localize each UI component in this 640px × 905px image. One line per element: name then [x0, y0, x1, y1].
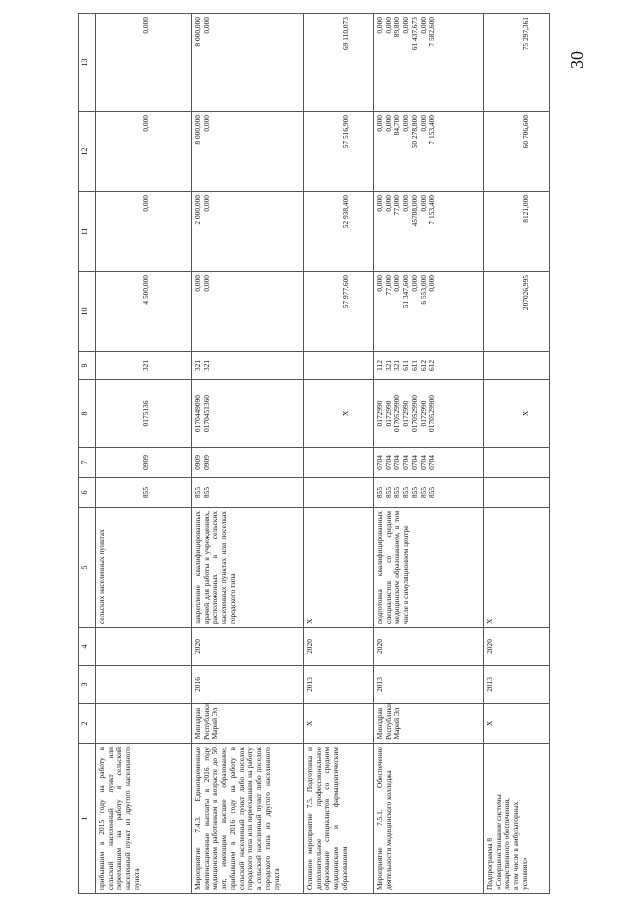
cell-value: 0909: [193, 455, 202, 470]
cell-value: 0,000: [201, 115, 211, 132]
c13-cell: [374, 14, 484, 112]
cell-value: 52 938,400: [341, 195, 350, 229]
cell-value: 321: [392, 359, 402, 372]
cell-value: 0172990: [401, 400, 411, 427]
cell-value: 855: [392, 486, 402, 499]
c10-cell: [304, 272, 374, 352]
cell-value: 57 977,600: [341, 275, 350, 309]
rotated-page: [78, 0, 583, 905]
cell-value: 0,000: [141, 195, 150, 212]
cell-value: 7 153,400: [427, 115, 437, 145]
program-name-line: «Совершенствование системы: [493, 794, 503, 890]
start-year-cell: 2016: [192, 666, 304, 704]
end-year-cell: [96, 628, 192, 666]
col-header: 3: [79, 666, 96, 704]
cell-value: 75 297,361: [521, 17, 530, 51]
start-year-cell: 2013: [484, 666, 550, 704]
cell-value: 855: [201, 486, 211, 499]
cell-value: 0,000: [427, 275, 437, 292]
cell-value: 855: [409, 486, 419, 499]
c7-cell: [304, 448, 374, 478]
cell-value: 77,000: [392, 195, 402, 216]
cell-value: 0,000: [375, 115, 384, 132]
cell-value: 0,000: [375, 275, 384, 292]
cell-value: 8 000,000: [193, 17, 202, 47]
c8-cell: [304, 380, 374, 448]
program-name-line: лекарственного обеспечения,: [502, 798, 512, 890]
program-name-cell: [484, 744, 550, 894]
cell-value: 51 347,600: [401, 275, 411, 309]
c12-cell: [96, 112, 192, 192]
cell-value: 0,000: [401, 195, 411, 212]
executor-cell: Х: [484, 704, 550, 744]
c10-cell: [484, 272, 550, 352]
cell-value: 0,000: [141, 115, 150, 132]
cell-value: 0170529900: [409, 395, 419, 432]
c6-cell: [96, 478, 192, 508]
cell-value: 855: [427, 486, 437, 499]
cell-value: 89,800: [392, 17, 402, 38]
cell-value: 0,000: [193, 275, 202, 292]
cell-value: 0,000: [383, 195, 393, 212]
cell-value: 855: [401, 486, 411, 499]
cell-value: 60 706,600: [521, 115, 530, 149]
cell-value: 855: [383, 486, 393, 499]
c12-cell: [304, 112, 374, 192]
table-row: [484, 14, 550, 894]
cell-value: 0,000: [418, 195, 428, 212]
program-table: [78, 13, 550, 894]
c13-cell: [192, 14, 304, 112]
column-number-row: [79, 14, 96, 894]
cell-value: 0,000: [141, 17, 150, 34]
end-year-cell: 2020: [374, 628, 484, 666]
c13-cell: [484, 14, 550, 112]
end-year-cell: 2020: [192, 628, 304, 666]
col-header: 8: [79, 380, 96, 448]
c9-cell: [192, 352, 304, 380]
table-row: [96, 14, 192, 894]
c11-cell: [484, 192, 550, 272]
cell-value: 0,000: [383, 17, 393, 34]
start-year-cell: 2013: [304, 666, 374, 704]
cell-value: 0909: [201, 455, 211, 470]
cell-value: 0704: [383, 455, 393, 470]
col-header: 5: [79, 508, 96, 628]
c8-cell: [96, 380, 192, 448]
cell-value: 7 153,400: [427, 195, 437, 225]
c10-cell: [192, 272, 304, 352]
col-header: 10: [79, 272, 96, 352]
cell-value: 0909: [141, 455, 150, 470]
cell-value: 2 000,000: [193, 195, 202, 225]
c12-cell: [374, 112, 484, 192]
cell-value: 855: [418, 486, 428, 499]
cell-value: 57 516,900: [341, 115, 350, 149]
page-number: 30: [567, 51, 587, 69]
col-header: 11: [79, 192, 96, 272]
table-row: [304, 14, 374, 894]
cell-value: 0,000: [401, 115, 411, 132]
col-header: 13: [79, 14, 96, 112]
end-year-cell: 2020: [484, 628, 550, 666]
col-header: 4: [79, 628, 96, 666]
c7-cell: [484, 448, 550, 478]
executor-cell: Минздрав Республики Марий Эл: [374, 704, 484, 744]
c11-cell: [374, 192, 484, 272]
cell-value: 4 500,000: [141, 275, 150, 305]
table-row: [374, 14, 484, 894]
c12-cell: [484, 112, 550, 192]
cell-value: 611: [409, 360, 419, 371]
cell-value: 0704: [409, 455, 419, 470]
cell-value: 7 582,600: [427, 17, 437, 47]
cell-value: Х: [341, 410, 350, 417]
start-year-cell: [96, 666, 192, 704]
table-row: [192, 14, 304, 894]
cell-value: 0,000: [383, 115, 393, 132]
cell-value: 0175136: [141, 400, 150, 427]
cell-value: 0,000: [375, 195, 384, 212]
cell-value: 0,000: [409, 275, 419, 292]
expected-result-cell: закрепление квалифицированных врачей для работы в учреждениях, расположенных в сельских населенных пунктах или поселках городского типа: [192, 508, 304, 628]
cell-value: 0,000: [418, 17, 428, 34]
program-name-cell: Мероприятие 7.4.3. Единовременные компенсационные выплаты в 2016 году медицинским работникам в возрасте до 50 лет, имеющим высшее образование, прибывшим в 2016 году на работу в сельский населенный пункт либо поселок городского типа или переехавшим на работу в сельский населенный пункт либо поселок городского типа из другого населенного пункта: [192, 744, 304, 894]
cell-value: 0170451360: [201, 395, 211, 432]
cell-value: 0,000: [201, 275, 211, 292]
c8-cell: [484, 380, 550, 448]
expected-result-cell: подготовка квалифицированных специалистов со средним медицинским образованием, в том числе в симуляционном центре: [374, 508, 484, 628]
program-name-cell: прибывшим в 2015 году на работу в сельский населенный пункт или переехавшим на работу в сельский населенный пункт из другого населенного пункта: [96, 744, 192, 894]
c9-cell: [304, 352, 374, 380]
c6-cell: [484, 478, 550, 508]
c6-cell: [374, 478, 484, 508]
cell-value: 0,000: [375, 17, 384, 34]
cell-value: 321: [141, 359, 150, 372]
program-name-line: условиях»: [519, 857, 529, 890]
c7-cell: [96, 448, 192, 478]
program-name-line: Подпрограмма 8: [485, 837, 494, 890]
cell-value: 8 000,000: [193, 115, 202, 145]
program-name-cell: Основное мероприятие 7.5. Подготовка и дополнительное профессиональное образование специалистов со средним медицинским и фармацевтическим образованием: [304, 744, 374, 894]
col-header: 7: [79, 448, 96, 478]
cell-value: 0704: [375, 455, 384, 470]
cell-value: 0704: [418, 455, 428, 470]
cell-value: 0172990: [375, 400, 384, 427]
c9-cell: [96, 352, 192, 380]
executor-cell: Х: [304, 704, 374, 744]
cell-value: 69 110,073: [341, 17, 350, 50]
executor-cell: Минздрав Республики Марий Эл: [192, 704, 304, 744]
cell-value: Х: [521, 410, 530, 417]
cell-value: 0172990: [418, 400, 428, 427]
start-year-cell: 2013: [374, 666, 484, 704]
c7-cell: [374, 448, 484, 478]
program-name-line: в том числе в амбулаторных: [511, 801, 521, 890]
col-header: 1: [79, 744, 96, 894]
c13-cell: [304, 14, 374, 112]
end-year-cell: 2020: [304, 628, 374, 666]
c11-cell: [192, 192, 304, 272]
cell-value: 0704: [427, 455, 437, 470]
cell-value: 8121,000: [521, 195, 530, 223]
c13-cell: [96, 14, 192, 112]
expected-result-cell: Х: [304, 508, 374, 628]
cell-value: 0704: [392, 455, 402, 470]
cell-value: 84,700: [392, 115, 402, 136]
c8-cell: [374, 380, 484, 448]
c9-cell: [374, 352, 484, 380]
cell-value: 611: [401, 360, 411, 371]
cell-value: 321: [193, 359, 202, 372]
c6-cell: [304, 478, 374, 508]
cell-value: 855: [141, 486, 150, 499]
c12-cell: [192, 112, 304, 192]
c10-cell: [96, 272, 192, 352]
cell-value: 6 553,000: [418, 275, 428, 305]
cell-value: 77,000: [383, 275, 393, 296]
cell-value: 0,000: [418, 115, 428, 132]
c7-cell: [192, 448, 304, 478]
c9-cell: [484, 352, 550, 380]
c10-cell: [374, 272, 484, 352]
c11-cell: [96, 192, 192, 272]
cell-value: 855: [375, 486, 384, 499]
cell-value: 0170529900: [427, 395, 437, 432]
cell-value: 0,000: [401, 17, 411, 34]
col-header: 9: [79, 352, 96, 380]
expected-result-cell: Х: [484, 508, 550, 628]
col-header: 2: [79, 704, 96, 744]
cell-value: 61 437,673: [409, 17, 419, 51]
cell-value: 50 278,800: [409, 115, 419, 149]
cell-value: 45708,000: [409, 195, 419, 227]
cell-value: 0,000: [201, 17, 211, 34]
cell-value: 855: [193, 486, 202, 499]
cell-value: 0172990: [383, 400, 393, 427]
c11-cell: [304, 192, 374, 272]
cell-value: 612: [427, 359, 437, 372]
col-header: 6: [79, 478, 96, 508]
cell-value: 207026,995: [521, 275, 530, 311]
c8-cell: [192, 380, 304, 448]
col-header: 12: [79, 112, 96, 192]
cell-value: 321: [383, 359, 393, 372]
program-name-cell: Мероприятие 7.5.1. Обеспечение деятельности медицинского колледжа: [374, 744, 484, 894]
cell-value: 321: [201, 359, 211, 372]
cell-value: 0704: [401, 455, 411, 470]
c6-cell: [192, 478, 304, 508]
cell-value: 112: [375, 360, 384, 371]
cell-value: 0170529900: [392, 395, 402, 432]
executor-cell: [96, 704, 192, 744]
cell-value: 0170449090: [193, 395, 202, 432]
cell-value: 0,000: [392, 275, 402, 292]
cell-value: 612: [418, 359, 428, 372]
cell-value: 0,000: [201, 195, 211, 212]
expected-result-cell: сельских населенных пунктах: [96, 508, 192, 628]
